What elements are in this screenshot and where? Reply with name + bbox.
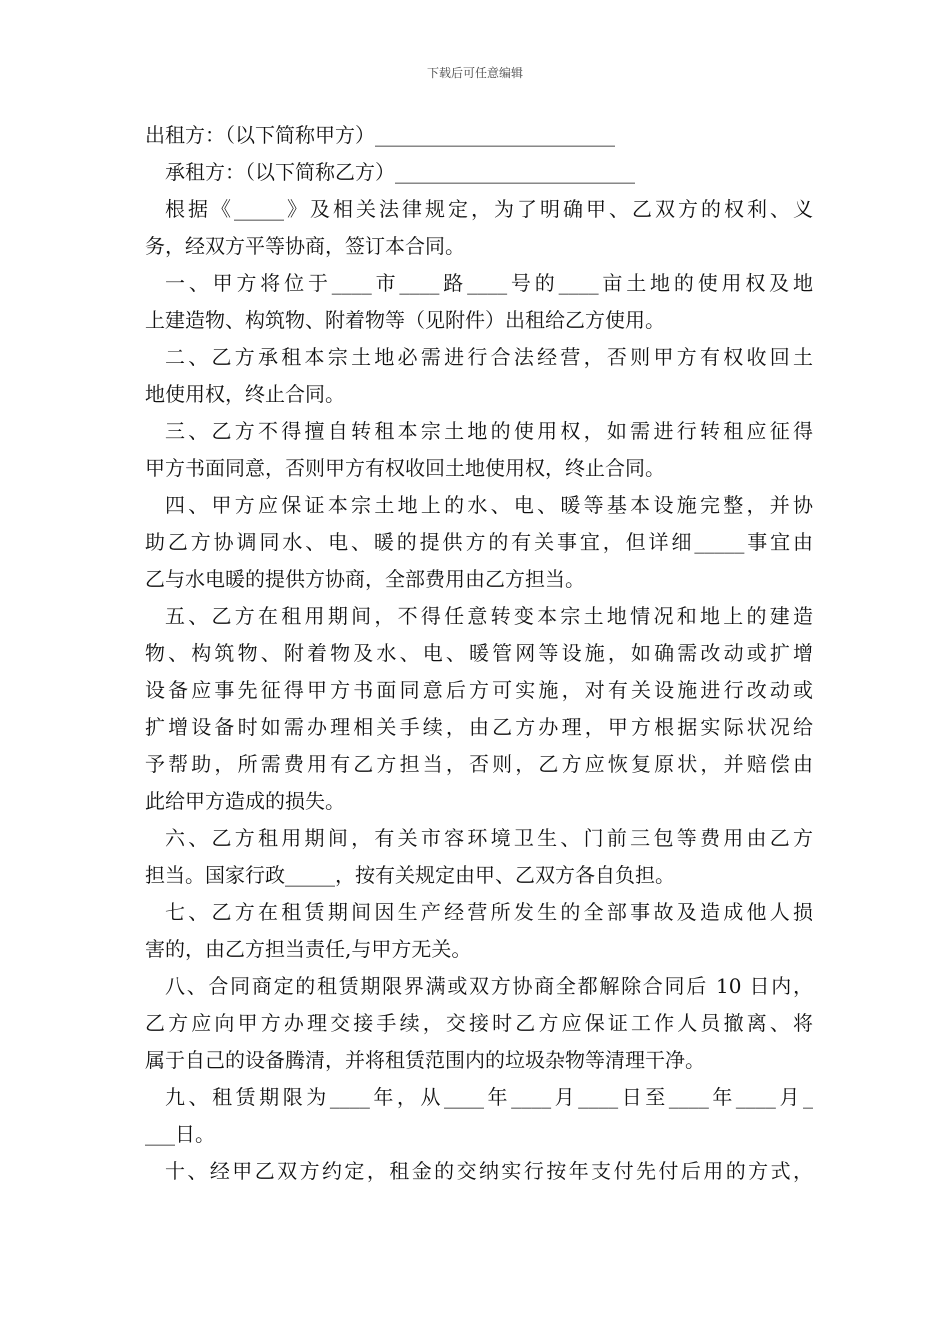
text-line: 九、租赁期限为____年，从____年____月____日至____年____月_ bbox=[165, 1085, 813, 1109]
text-line: 八、合同商定的租赁期限界满或双方协商全都解除合同后 10 日内， bbox=[165, 974, 813, 998]
text-line: 设备应事先征得甲方书面同意后方可实施，对有关设施进行改动或 bbox=[145, 678, 813, 702]
text-line: ___日。 bbox=[145, 1122, 215, 1146]
text-line: 根据《_____》及相关法律规定，为了明确甲、乙双方的权利、义 bbox=[165, 197, 813, 221]
text-line: 五、乙方在租用期间，不得任意转变本宗土地情况和地上的建造 bbox=[165, 604, 813, 628]
text-line: 出租方：（以下简称甲方）________________________ bbox=[145, 123, 615, 147]
text-line: 物、构筑物、附着物及水、电、暖管网等设施，如确需改动或扩增 bbox=[145, 641, 813, 665]
text-line: 三、乙方不得擅自转租本宗土地的使用权，如需进行转租应征得 bbox=[165, 419, 813, 443]
text-line: 上建造物、构筑物、附着物等（见附件）出租给乙方使用。 bbox=[145, 308, 665, 332]
text-line: 属于自己的设备腾清，并将租赁范围内的垃圾杂物等清理干净。 bbox=[145, 1048, 705, 1072]
text-line: 乙与水电暖的提供方协商，全部费用由乙方担当。 bbox=[145, 567, 585, 591]
page-header: 下载后可任意编辑 bbox=[426, 66, 523, 80]
text-line: 十、经甲乙双方约定，租金的交纳实行按年支付先付后用的方式， bbox=[165, 1159, 813, 1183]
text-line: 扩增设备时如需办理相关手续，由乙方办理，甲方根据实际状况给 bbox=[145, 715, 813, 739]
contract-body bbox=[145, 117, 813, 1190]
text-line: 地使用权，终止合同。 bbox=[145, 382, 345, 406]
text-line: 承租方：（以下简称乙方）________________________ bbox=[165, 160, 635, 184]
text-line: 七、乙方在租赁期间因生产经营所发生的全部事故及造成他人损 bbox=[165, 900, 813, 924]
text-line: 甲方书面同意，否则甲方有权收回土地使用权，终止合同。 bbox=[145, 456, 665, 480]
text-line: 助乙方协调同水、电、暖的提供方的有关事宜，但详细_____事宜由 bbox=[145, 530, 813, 554]
text-line: 此给甲方造成的损失。 bbox=[145, 789, 345, 813]
text-line: 予帮助，所需费用有乙方担当，否则，乙方应恢复原状，并赔偿由 bbox=[145, 752, 813, 776]
text-line: 六、乙方租用期间，有关市容环境卫生、门前三包等费用由乙方 bbox=[165, 826, 813, 850]
text-line: 务，经双方平等协商，签订本合同。 bbox=[145, 234, 465, 258]
text-line: 四、甲方应保证本宗土地上的水、电、暖等基本设施完整，并协 bbox=[165, 493, 813, 517]
text-line: 害的，由乙方担当责任,与甲方无关。 bbox=[145, 937, 472, 961]
text-line: 二、乙方承租本宗土地必需进行合法经营，否则甲方有权收回土 bbox=[165, 345, 813, 369]
text-line: 乙方应向甲方办理交接手续，交接时乙方应保证工作人员撤离、将 bbox=[145, 1011, 813, 1035]
text-line: 担当。国家行政_____，按有关规定由甲、乙双方各自负担。 bbox=[145, 863, 675, 887]
text-line: 一、甲方将位于____市____路____号的____亩土地的使用权及地 bbox=[165, 271, 813, 295]
